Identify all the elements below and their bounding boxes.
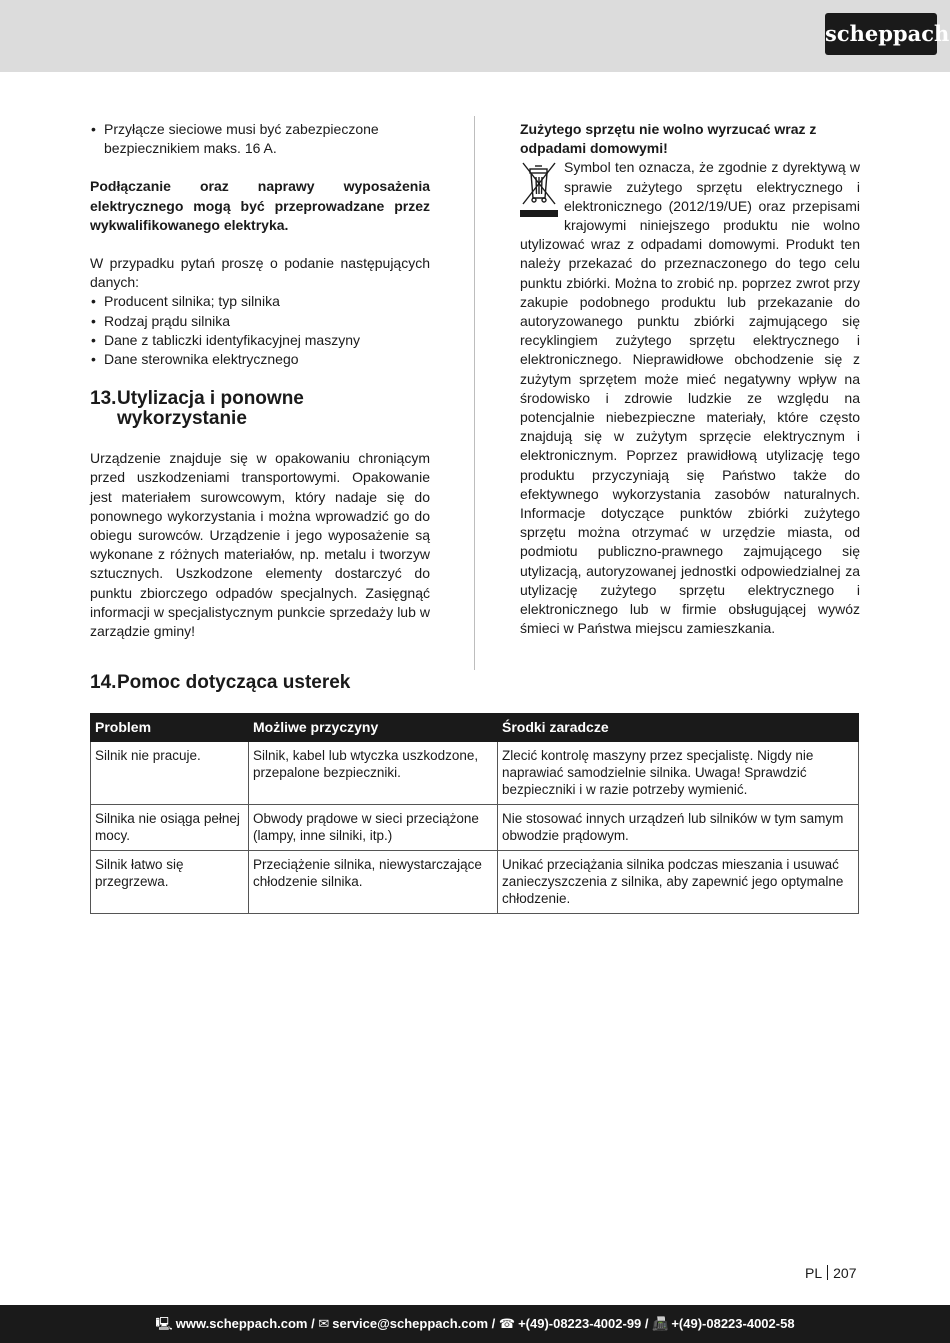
weee-heading: Zużytego sprzętu nie wolno wyrzucać wraz z odpadami domowymi! (520, 121, 817, 157)
column-header-problem: Problem (91, 714, 249, 742)
section-13-title: Utylizacja i ponowne wykorzystanie (117, 388, 304, 430)
left-column (90, 120, 430, 641)
right-column (520, 120, 860, 638)
weee-paragraph: Symbol ten oznacza, że zgodnie z dyrektywą w sprawie zużytego sprzętu elektrycznego i elektronicznego (2012/19/UE) oraz przepisami krajowymi niniejszego produktu nie wolno utylizować wraz z odpadami domowymi. Produkt ten należy przekazać do przeznaczonego do tego celu punktu zbiórki. Można to zrobić np. poprzez zwrot przy zakupie podobnego produktu lub przekazanie do autoryzowanego punktu zbiórki zajmującego się recyklingiem zużytego sprzętu elektrycznego i elektronicznego. Nieprawidłowe obchodzenie się z zużytym sprzętem może mieć negatywny wpływ na środowisko i zdrowie ludzkie ze względu na potencjalnie niebezpieczne materiały, które często znajdują się w zużytym sprzęcie elektrycznym i elektronicznym. Poprzez prawidłową utylizację tego produktu przyczyniają się Państwo także do efektywnego wykorzystania zasobów naturalnych. Informacje dotyczące punktów zbiórki zużytego sprzętu można otrzymać w urzędzie miasta, od podmiotu publiczno-prawnego zajmującego się utylizacją, autoryzowanej jednostki odpowiedzialnej za utylizację zużytego sprzętu elektrycznego i elektronicznego lub w firmie obsługującej wywóz śmieci w Państwa miejscu zamieszkania. (520, 159, 860, 637)
table-row (91, 742, 859, 805)
crossed-bin-weee-icon (520, 160, 558, 222)
table-cell: Zlecić kontrolę maszyny przez specjalistę. Nigdy nie naprawiać samodzielnie silnika. Uwaga! Sprawdzić bezpieczniki i w razie potrzeby wymienić. (498, 742, 859, 805)
page-language: PL (805, 1265, 823, 1281)
column-divider (474, 116, 475, 670)
phone-icon: ☎ (498, 1316, 516, 1331)
table-row (91, 805, 859, 851)
section-14-number: 14. (90, 672, 117, 693)
section-14-title: Pomoc dotycząca usterek (117, 672, 351, 693)
scheppach-logo: scheppach (825, 13, 937, 55)
mail-icon: ✉ (318, 1316, 330, 1331)
footer-email[interactable]: service@scheppach.com (332, 1316, 489, 1331)
footer-fax: +(49)-08223-4002-58 (671, 1316, 795, 1331)
list-item: • Przyłącze sieciowe musi być zabezpieczone bezpiecznikiem maks. 16 A. (90, 120, 430, 158)
table-cell: Silnika nie osiąga pełnej mocy. (91, 805, 249, 851)
question-data-list (90, 292, 430, 369)
column-header-causes: Możliwe przyczyny (249, 714, 498, 742)
table-cell: Obwody prądowe w sieci przeciążone (lampy, inne silniki, itp.) (249, 805, 498, 851)
page-number (805, 1265, 856, 1281)
weee-block (520, 158, 860, 638)
table-cell: Silnik nie pracuje. (91, 742, 249, 805)
list-item: • Dane z tabliczki identyfikacyjnej maszyny (90, 331, 430, 350)
troubleshooting-table (90, 713, 859, 914)
footer-bar: 🖳 www.scheppach.com / ✉ service@scheppach.com / ☎ +(49)-08223-4002-99 / 📠 +(49)-08223-4002-58 (0, 1305, 950, 1343)
list-item: • Rodzaj prądu silnika (90, 312, 430, 331)
section-13-heading (90, 389, 430, 429)
disposal-paragraph: Urządzenie znajduje się w opakowaniu chroniącym przed uszkodzeniami transportowymi. Opakowanie jest materiałem surowcowym, który nadaje się do ponownego wykorzystania i można wprowadzić go do obiegu surowców. Urządzenie i jego wyposażenie są wykonane z różnych materiałów, np. metalu i tworzyw sztucznych. Uszkodzone elementy dostarczyć do punktu zbiorczego odpadów specjalnych. Zasięgnąć informacji w specjalistycznym punkcie sprzedaży lub w zarządzie gminy! (90, 450, 430, 640)
fuse-bullet-list (90, 120, 430, 158)
list-item: • Producent silnika; typ silnika (90, 292, 430, 311)
table-cell: Nie stosować innych urządzeń lub silników w tym samym obwodzie prądowym. (498, 805, 859, 851)
list-item: • Dane sterownika elektrycznego (90, 350, 430, 369)
fax-icon: 📠 (652, 1316, 669, 1331)
questions-intro: W przypadku pytań proszę o podanie następujących danych: (90, 255, 430, 291)
footer-website[interactable]: www.scheppach.com (175, 1316, 308, 1331)
electrician-warning: Podłączanie oraz naprawy wyposażenia elektrycznego mogą być przeprowadzane przez wykwalifikowanego elektryka. (90, 178, 430, 233)
table-cell: Silnik, kabel lub wtyczka uszkodzone, przepalone bezpieczniki. (249, 742, 498, 805)
computer-icon: 🖳 (155, 1316, 173, 1331)
table-cell: Unikać przeciążania silnika podczas mieszania i usuwać zanieczyszczenia z silnika, aby zapewnić jego optymalne chłodzenie. (498, 851, 859, 914)
table-row (91, 851, 859, 914)
table-cell: Przeciążenie silnika, niewystarczające chłodzenie silnika. (249, 851, 498, 914)
section-13-number: 13. (90, 388, 117, 410)
section-14-heading (90, 672, 350, 694)
table-cell: Silnik łatwo się przegrzewa. (91, 851, 249, 914)
header-band (0, 0, 950, 72)
page-number-value: 207 (833, 1265, 857, 1281)
footer-phone: +(49)-08223-4002-99 (518, 1316, 642, 1331)
page-number-separator (827, 1265, 828, 1280)
column-header-remedies: Środki zaradcze (498, 714, 859, 742)
table-header-row (91, 714, 859, 742)
